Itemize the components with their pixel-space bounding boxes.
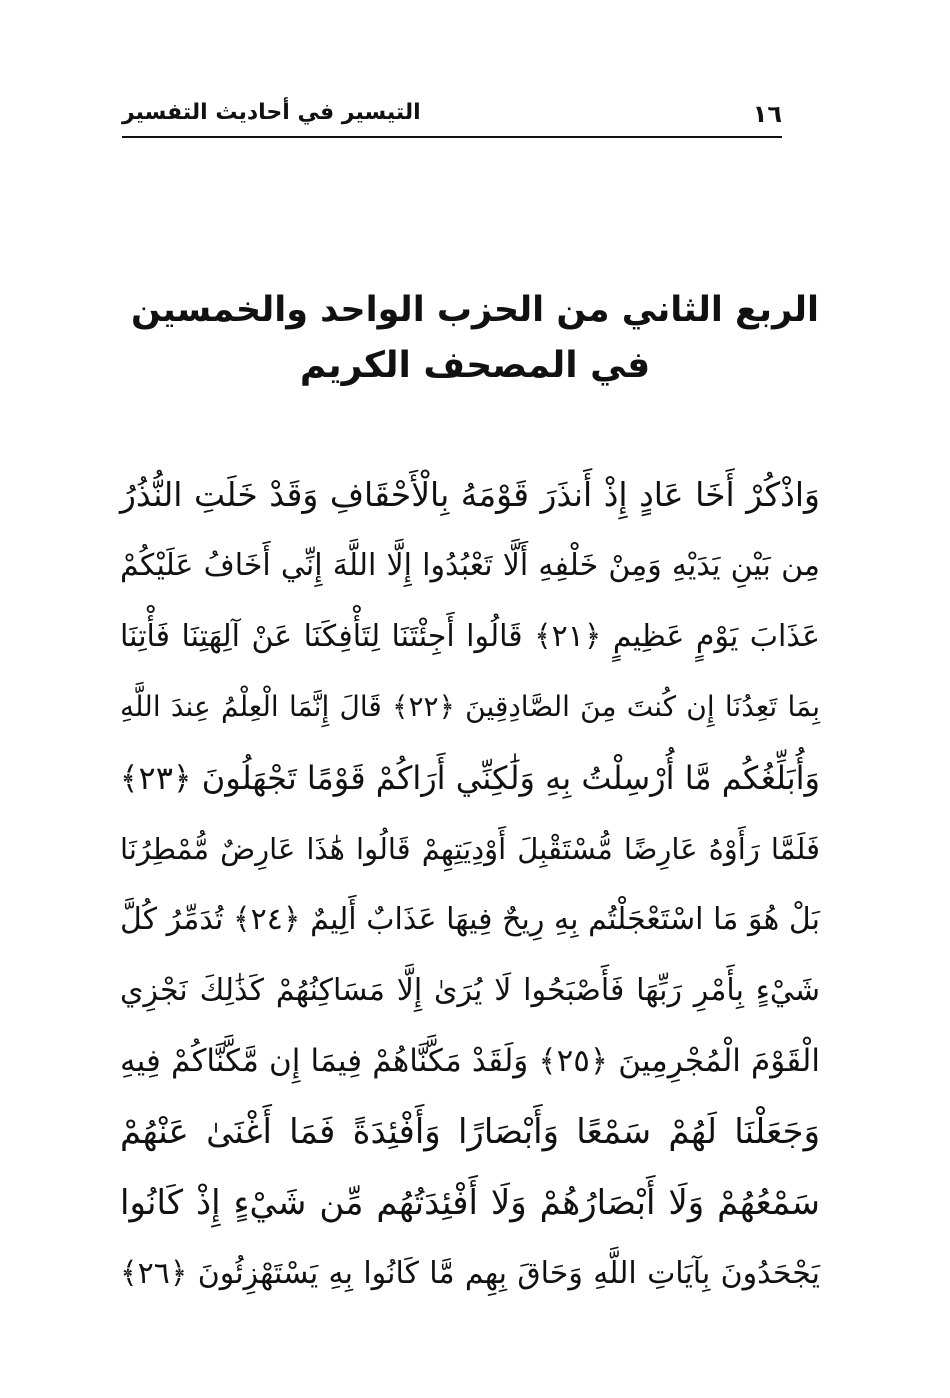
verse-block [120, 460, 820, 1310]
verse-line: يَجْحَدُونَ بِآيَاتِ اللَّهِ وَحَاقَ بِهِم مَّا كَانُوا بِهِ يَسْتَهْزِئُونَ ﴿٢٦﴾ [120, 1255, 820, 1291]
running-title: التيسير في أحاديث التفسير [122, 100, 421, 125]
verse-line: بِمَا تَعِدُنَا إِن كُنتَ مِنَ الصَّادِقِينَ ﴿٢٢﴾ قَالَ إِنَّمَا الْعِلْمُ عِندَ اللَّهِ [120, 690, 820, 724]
page-header [122, 96, 782, 138]
verse-line: وَأُبَلِّغُكُم مَّا أُرْسِلْتُ بِهِ وَلَٰكِنِّي أَرَاكُمْ قَوْمًا تَجْهَلُونَ ﴿٢٣﴾ [119, 759, 820, 798]
verse-line: سَمْعُهُمْ وَلَا أَبْصَارُهُمْ وَلَا أَفْئِدَتُهُم مِّن شَيْءٍ إِذْ كَانُوا [120, 1182, 820, 1223]
verse-line: فَلَمَّا رَأَوْهُ عَارِضًا مُّسْتَقْبِلَ أَوْدِيَتِهِمْ قَالُوا هَٰذَا عَارِضٌ مُّمْطِرُنَا [120, 831, 820, 866]
heading-line-1: الربع الثاني من الحزب الواحد والخمسين [131, 290, 819, 330]
verse-line: وَجَعَلْنَا لَهُمْ سَمْعًا وَأَبْصَارًا وَأَفْئِدَةً فَمَا أَغْنَىٰ عَنْهُمْ [120, 1112, 820, 1153]
verse-line: مِن بَيْنِ يَدَيْهِ وَمِنْ خَلْفِهِ أَلَّا تَعْبُدُوا إِلَّا اللَّهَ إِنِّي أَخَافُ عَلَيْكُمْ [120, 547, 820, 583]
verse-line: عَذَابَ يَوْمٍ عَظِيمٍ ﴿٢١﴾ قَالُوا أَجِئْتَنَا لِتَأْفِكَنَا عَنْ آلِهَتِنَا فَأْتِنَا [120, 618, 820, 654]
verse-line: شَيْءٍ بِأَمْرِ رَبِّهَا فَأَصْبَحُوا لَا يُرَىٰ إِلَّا مَسَاكِنُهُمْ كَذَٰلِكَ نَجْزِي [120, 972, 820, 1008]
page-number: ١٦ [752, 100, 782, 128]
verse-line: الْقَوْمَ الْمُجْرِمِينَ ﴿٢٥﴾ وَلَقَدْ مَكَّنَّاهُمْ فِيمَا إِن مَّكَّنَّاكُمْ فِيهِ [120, 1043, 820, 1080]
heading-line-2: في المصحف الكريم [299, 345, 651, 386]
chapter-heading [130, 282, 820, 394]
verse-line: بَلْ هُوَ مَا اسْتَعْجَلْتُم بِهِ رِيحٌ فِيهَا عَذَابٌ أَلِيمٌ ﴿٢٤﴾ تُدَمِّرُ كُلَّ [120, 901, 821, 937]
verse-line: وَاذْكُرْ أَخَا عَادٍ إِذْ أَنذَرَ قَوْمَهُ بِالْأَحْقَافِ وَقَدْ خَلَتِ النُّذُرُ [120, 475, 820, 514]
